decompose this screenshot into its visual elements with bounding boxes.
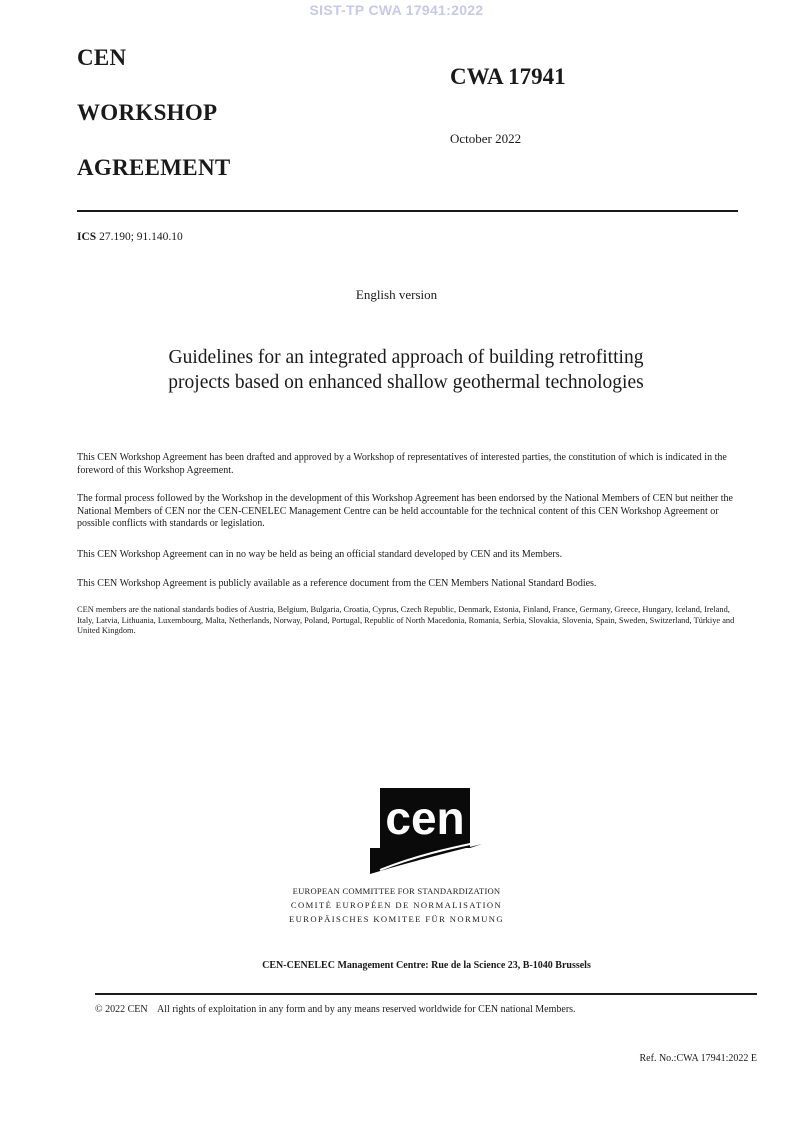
paragraph-not-standard: This CEN Workshop Agreement can in no way be held as being an official standard developed by CEN and its Members. xyxy=(77,549,563,560)
copyright-notice: © 2022 CEN All rights of exploitation in any form and by any means reserved worldwide for CEN national Members. xyxy=(95,1004,576,1015)
paragraph-availability: This CEN Workshop Agreement is publicly available as a reference document from the CEN Members National Standard Bodies. xyxy=(77,578,597,589)
paragraph-members: CEN members are the national standards bodies of Austria, Belgium, Bulgaria, Croatia, Cyprus, Czech Republic, Denmark, Estonia, Finland, France, Germany, Greece, Hungary, Iceland, Ireland, Italy, Latvia, Lithuania, Luxembourg, Malta, Netherlands, Norway, Poland, Portugal, Republic of North Macedonia, Romania, Serbia, Slovakia, Slovenia, Spain, Sweden, Switzerland, Türkiye and United Kingdom. xyxy=(77,605,735,635)
ics-line xyxy=(77,231,183,243)
publication-date: October 2022 xyxy=(450,131,522,146)
document-title: Guidelines for an integrated approach of building retrofitting projects based on enhanced shallow geothermal technologies xyxy=(168,347,644,393)
ics-label: ICS xyxy=(77,231,97,243)
management-centre-address: CEN-CENELEC Management Centre: Rue de la Science 23, B-1040 Brussels xyxy=(262,960,591,971)
svg-text:cen: cen xyxy=(385,792,465,844)
org-name-line-2: WORKSHOP xyxy=(77,100,218,125)
cen-logo-icon xyxy=(370,786,482,876)
reference-number: Ref. No.:CWA 17941:2022 E xyxy=(639,1053,757,1064)
footer-divider xyxy=(95,993,757,995)
committee-name-de: EUROPÄISCHES KOMITEE FÜR NORMUNG xyxy=(288,914,505,924)
committee-name-en: EUROPEAN COMMITTEE FOR STANDARDIZATION xyxy=(292,886,501,896)
watermark: SIST-TP CWA 17941:2022 xyxy=(309,2,484,18)
document-number: CWA 17941 xyxy=(450,64,566,89)
committee-name-fr: COMITÉ EUROPÉEN DE NORMALISATION xyxy=(290,900,503,910)
paragraph-drafting: This CEN Workshop Agreement has been drafted and approved by a Workshop of representatives of interested parties, the constitution of which is indicated in the foreword of this Workshop Agreement. xyxy=(77,452,727,476)
header-divider xyxy=(77,210,738,212)
paragraph-process: The formal process followed by the Workshop in the development of this Workshop Agreement has been endorsed by the National Members of CEN but neither the National Members of CEN nor the CEN-CENELEC Management Centre can be held accountable for the technical content of this CEN Workshop Agreement or possible conflicts with standards or legislation. xyxy=(77,493,733,529)
org-name-line-3: AGREEMENT xyxy=(77,155,231,180)
org-name-line-1: CEN xyxy=(77,45,127,70)
language-version: English version xyxy=(355,287,438,302)
ics-value: 27.190; 91.140.10 xyxy=(99,231,183,243)
